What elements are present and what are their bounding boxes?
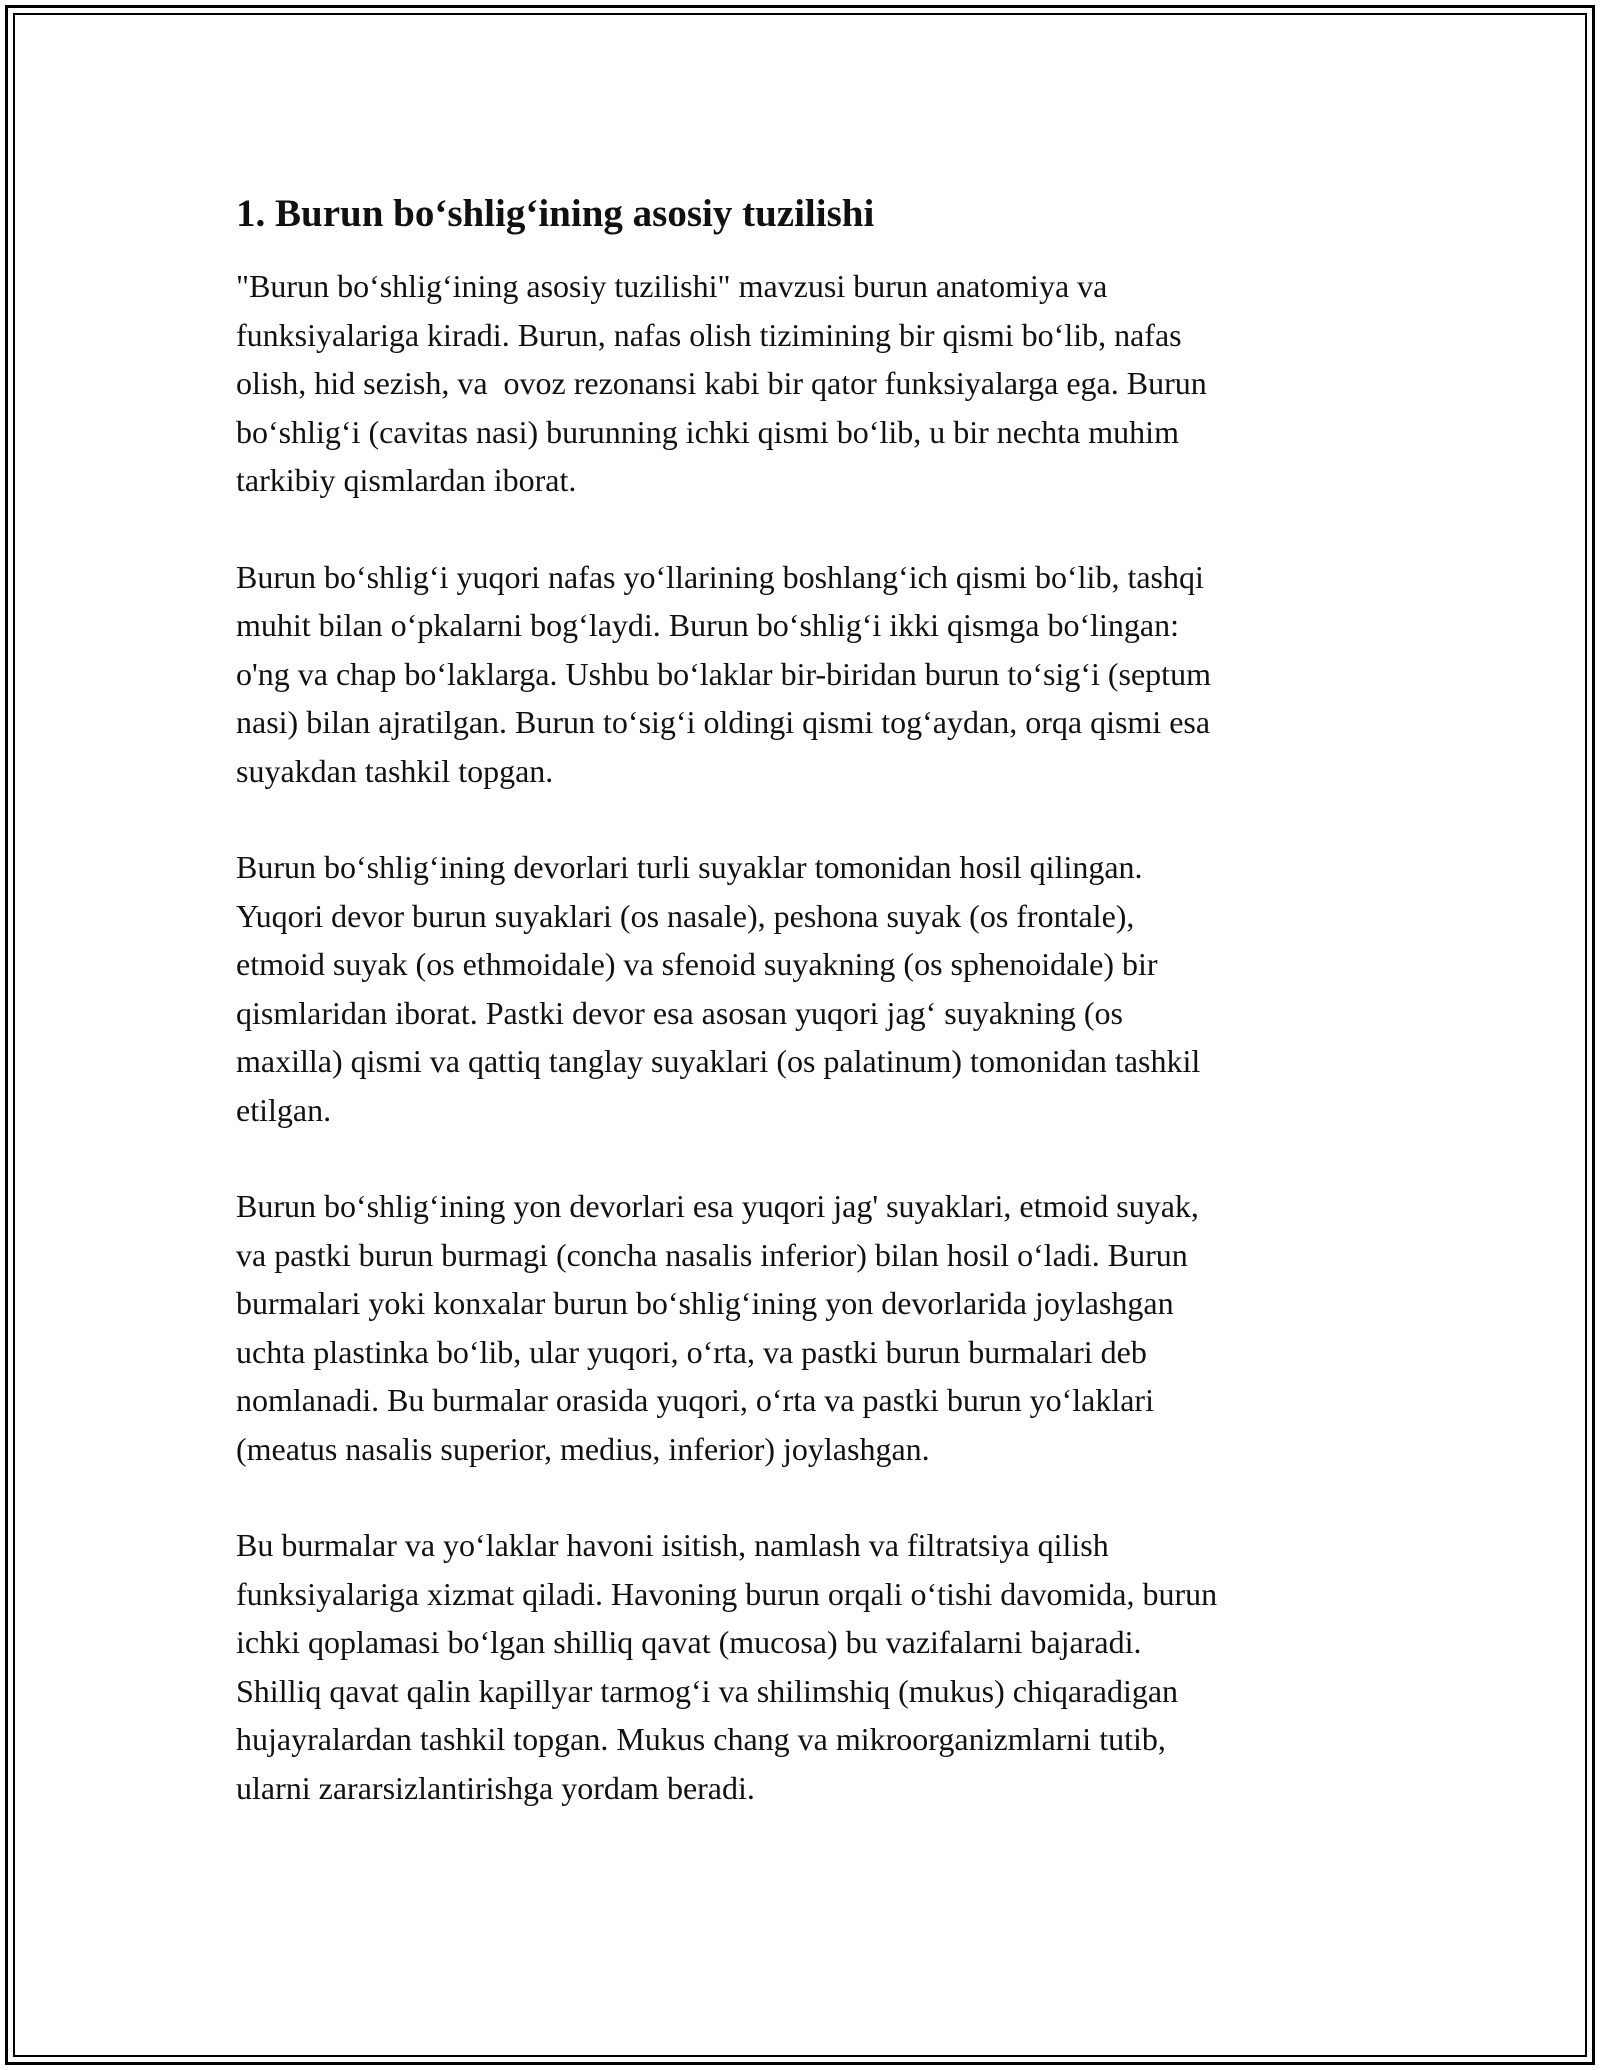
text-line: Shilliq qavat qalin kapillyar tarmog‘i va shilimshiq (mukus) chiqaradigan	[236, 1672, 1179, 1709]
text-line: (meatus nasalis superior, medius, inferior) joylashgan.	[236, 1430, 930, 1467]
text-line: funksiyalariga xizmat qiladi. Havoning burun orqali o‘tishi davomida, burun	[236, 1575, 1218, 1612]
paragraph-5	[236, 1521, 1376, 1812]
text-line: nasi) bilan ajratilgan. Burun to‘sig‘i oldingi qismi tog‘aydan, orqa qismi esa	[236, 704, 1211, 740]
text-line: muhit bilan o‘pkalarni bog‘laydi. Burun bo‘shlig‘i ikki qismga bo‘lingan:	[236, 607, 1179, 643]
text-line: etmoid suyak (os ethmoidale) va sfenoid suyakning (os sphenoidale) bir	[236, 946, 1158, 982]
text-line: Burun bo‘shlig‘i yuqori nafas yo‘llarining boshlang‘ich qismi bo‘lib, tashqi	[236, 558, 1204, 595]
text-line: "Burun bo‘shlig‘ining asosiy tuzilishi" mavzusi burun anatomiya va	[236, 268, 1108, 304]
section-heading: 1. Burun bo‘shlig‘ining asosiy tuzilishi	[236, 192, 875, 235]
text-line: Yuqori devor burun suyaklari (os nasale), peshona suyak (os frontale),	[236, 897, 1135, 934]
text-line: Burun bo‘shlig‘ining yon devorlari esa yuqori jag' suyaklari, etmoid suyak,	[236, 1188, 1199, 1224]
text-line: qismlaridan iborat. Pastki devor esa asosan yuqori jag‘ suyakning (os	[236, 994, 1123, 1031]
paragraph-1	[236, 262, 1376, 505]
text-line: etilgan.	[236, 1091, 332, 1128]
paragraph-4	[236, 1182, 1376, 1473]
text-line: Burun bo‘shlig‘ining devorlari turli suyaklar tomonidan hosil qilingan.	[236, 849, 1143, 885]
text-line: hujayralardan tashkil topgan. Mukus chang va mikroorganizmlarni tutib,	[236, 1721, 1166, 1757]
document-body	[236, 188, 1376, 1860]
text-line: maxilla) qismi va qattiq tanglay suyaklari (os palatinum) tomonidan tashkil	[236, 1043, 1201, 1079]
text-line: bo‘shlig‘i (cavitas nasi) burunning ichki qismi bo‘lib, u bir nechta muhim	[236, 413, 1179, 450]
text-line: suyakdan tashkil topgan.	[236, 752, 554, 789]
paragraph-2	[236, 553, 1376, 796]
text-line: burmalari yoki konxalar burun bo‘shlig‘ining yon devorlarida joylashgan	[236, 1285, 1174, 1321]
text-line: nomlanadi. Bu burmalar orasida yuqori, o‘rta va pastki burun yo‘laklari	[236, 1382, 1154, 1418]
text-line: va pastki burun burmagi (concha nasalis inferior) bilan hosil o‘ladi. Burun	[236, 1236, 1188, 1273]
text-line: ichki qoplamasi bo‘lgan shilliq qavat (mucosa) bu vazifalarni bajaradi.	[236, 1624, 1142, 1660]
text-line: o'ng va chap bo‘laklarga. Ushbu bo‘laklar bir-biridan burun to‘sig‘i (septum	[236, 655, 1211, 692]
text-line: funksiyalariga kiradi. Burun, nafas olish tizimining bir qismi bo‘lib, nafas	[236, 316, 1182, 353]
text-line: tarkibiy qismlardan iborat.	[236, 462, 577, 498]
paragraph-3	[236, 843, 1376, 1134]
text-line: uchta plastinka bo‘lib, ular yuqori, o‘rta, va pastki burun burmalari deb	[236, 1333, 1147, 1370]
text-line: ularni zararsizlantirishga yordam beradi.	[236, 1769, 755, 1806]
text-line: Bu burmalar va yo‘laklar havoni isitish, namlash va filtratsiya qilish	[236, 1527, 1109, 1563]
text-line: olish, hid sezish, va ovoz rezonansi kabi bir qator funksiyalarga ega. Burun	[236, 365, 1207, 401]
